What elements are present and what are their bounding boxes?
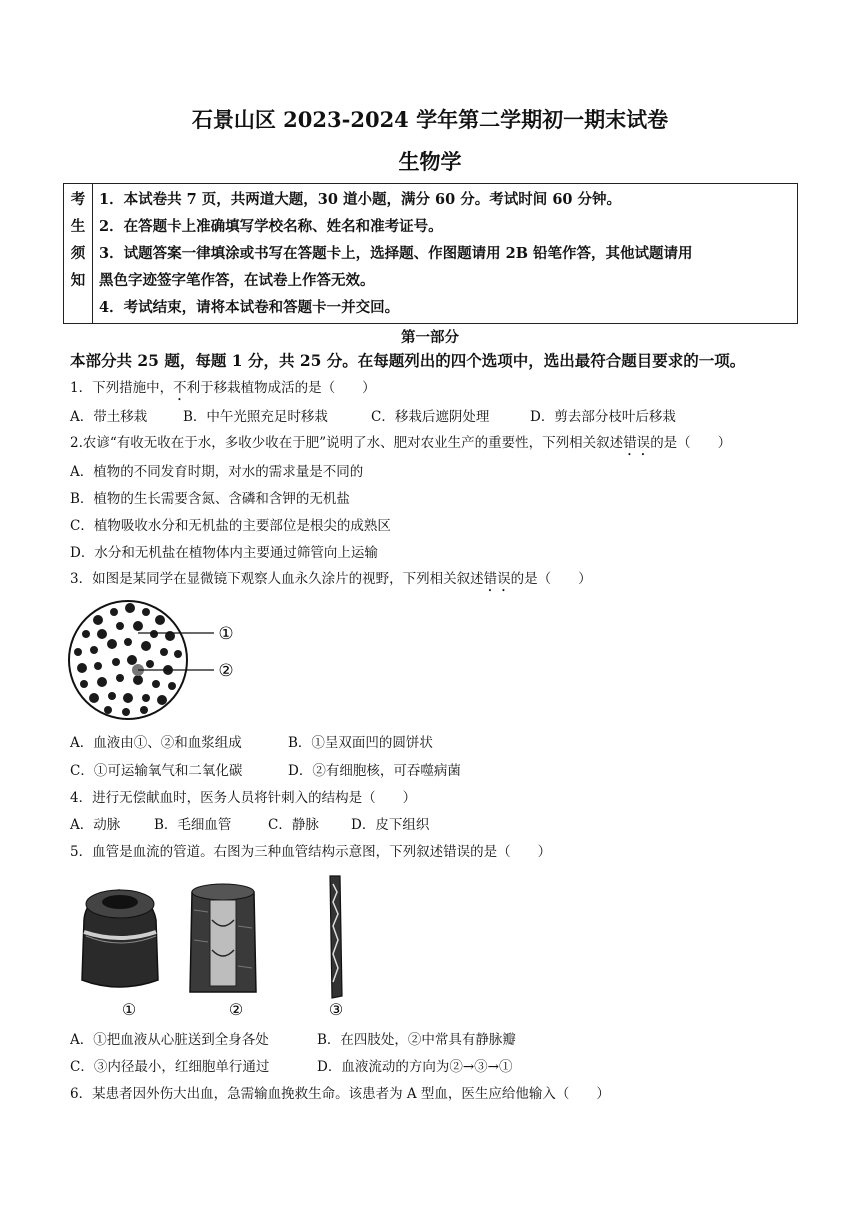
label-1: ① bbox=[218, 624, 234, 644]
q1-option-a: A．带土移栽 bbox=[70, 409, 148, 425]
subject-title: 生物学 bbox=[398, 149, 462, 174]
vessel-label-3: ③ bbox=[328, 1000, 344, 1019]
q3-stem-emphasis: 错误 bbox=[483, 571, 511, 587]
label-2: ② bbox=[218, 661, 234, 681]
notice-item: 黑色字迹签字笔作答，在试卷上作答无效。 bbox=[99, 272, 375, 289]
question-6: 6．某患者因外伤大出血，急需输血挽救生命。该患者为 A 型血，医生应给他输入（ ） bbox=[70, 1086, 610, 1102]
blood-vessels-figure bbox=[74, 870, 374, 1020]
q2-option-b: B．植物的生长需要含氮、含磷和含钾的无机盐 bbox=[70, 491, 350, 507]
question-4: 4．进行无偿献血时，医务人员将针刺入的结构是（ ） bbox=[70, 790, 417, 806]
q2-option-a: A．植物的不同发育时期，对水的需求量是不同的 bbox=[70, 464, 364, 480]
q1-option-d: D．剪去部分枝叶后移栽 bbox=[530, 409, 676, 425]
part-heading: 第一部分 bbox=[401, 329, 459, 346]
capillary-drawing bbox=[330, 876, 342, 998]
q1-stem-pre: 1．下列措施中， bbox=[70, 380, 174, 396]
vessel-label-2: ② bbox=[228, 1000, 244, 1019]
part-intro: 本部分共 25 题，每题 1 分，共 25 分。在每题列出的四个选项中，选出最符合题目要求的一项。 bbox=[70, 351, 746, 370]
q1-option-c: C．移栽后遮阴处理 bbox=[371, 409, 490, 425]
q3-option-d: D．②有细胞核，可吞噬病菌 bbox=[288, 763, 461, 779]
q2-option-d: D．水分和无机盐在植物体内主要通过筛管向上运输 bbox=[70, 545, 378, 561]
question-3 bbox=[70, 567, 592, 595]
vessel-label-1: ① bbox=[121, 1000, 137, 1019]
notice-item: 1．本试卷共 7 页，共两道大题，30 道小题，满分 60 分。考试时间 60 分钟。 bbox=[99, 191, 622, 208]
notice-table bbox=[63, 183, 798, 324]
q5-option-a: A．①把血液从心脏送到全身各处 bbox=[70, 1032, 269, 1048]
q1-stem-post: 利于移栽植物成活的是（ ） bbox=[186, 380, 376, 396]
question-1 bbox=[70, 376, 376, 404]
blood-smear-figure bbox=[68, 598, 248, 723]
notice-item: 4．考试结束，请将本试卷和答题卡一并交回。 bbox=[99, 299, 400, 316]
q1-option-b: B．中午光照充足时移栽 bbox=[183, 409, 328, 425]
q3-stem-pre: 3．如图是某同学在显微镜下观察人血永久涂片的视野，下列相关叙述 bbox=[70, 571, 484, 587]
q5-option-b: B．在四肢处，②中常具有静脉瓣 bbox=[317, 1032, 516, 1048]
q4-option-d: D．皮下组织 bbox=[351, 817, 430, 833]
notice-items bbox=[93, 184, 798, 324]
question-5: 5．血管是血流的管道。右图为三种血管结构示意图，下列叙述错误的是（ ） bbox=[70, 844, 552, 860]
q1-stem-emphasis: 不 bbox=[173, 380, 187, 396]
q2-stem-pre: 2.农谚“有收无收在于水，多收少收在于肥”说明了水、肥对农业生产的重要性，下列相关叙述 bbox=[70, 435, 624, 451]
notice-item: 2．在答题卡上准确填写学校名称、姓名和准考证号。 bbox=[99, 218, 443, 235]
q5-option-d: D．血液流动的方向为②→③→① bbox=[317, 1059, 513, 1075]
q5-option-c: C．③内径最小，红细胞单行通过 bbox=[70, 1059, 270, 1075]
vein-drawing bbox=[190, 884, 256, 992]
notice-label-char: 考 bbox=[70, 191, 86, 208]
q4-option-c: C．静脉 bbox=[268, 817, 319, 833]
q4-option-a: A．动脉 bbox=[70, 817, 121, 833]
exam-title: 石景山区 2023-2024 学年第二学期初一期末试卷 bbox=[191, 107, 669, 132]
notice-label-char: 须 bbox=[70, 245, 86, 262]
q3-option-b: B．①呈双面凹的圆饼状 bbox=[288, 735, 433, 751]
q2-option-c: C．植物吸收水分和无机盐的主要部位是根尖的成熟区 bbox=[70, 518, 391, 534]
q4-option-b: B．毛细血管 bbox=[154, 817, 232, 833]
artery-drawing bbox=[82, 890, 158, 987]
q2-stem-emphasis: 错误 bbox=[623, 435, 651, 451]
notice-label bbox=[64, 184, 93, 324]
notice-label-char: 生 bbox=[70, 218, 86, 235]
q3-stem-post: 的是（ ） bbox=[510, 571, 592, 587]
q2-stem-post: 的是（ ） bbox=[650, 435, 732, 451]
q3-option-a: A．血液由①、②和血浆组成 bbox=[70, 735, 242, 751]
notice-item: 3．试题答案一律填涂或书写在答题卡上，选择题、作图题请用 2B 铅笔作答，其他试题请用 bbox=[99, 245, 693, 262]
question-2 bbox=[70, 431, 731, 459]
notice-label-char: 知 bbox=[70, 272, 86, 289]
q3-option-c: C．①可运输氧气和二氧化碳 bbox=[70, 763, 243, 779]
